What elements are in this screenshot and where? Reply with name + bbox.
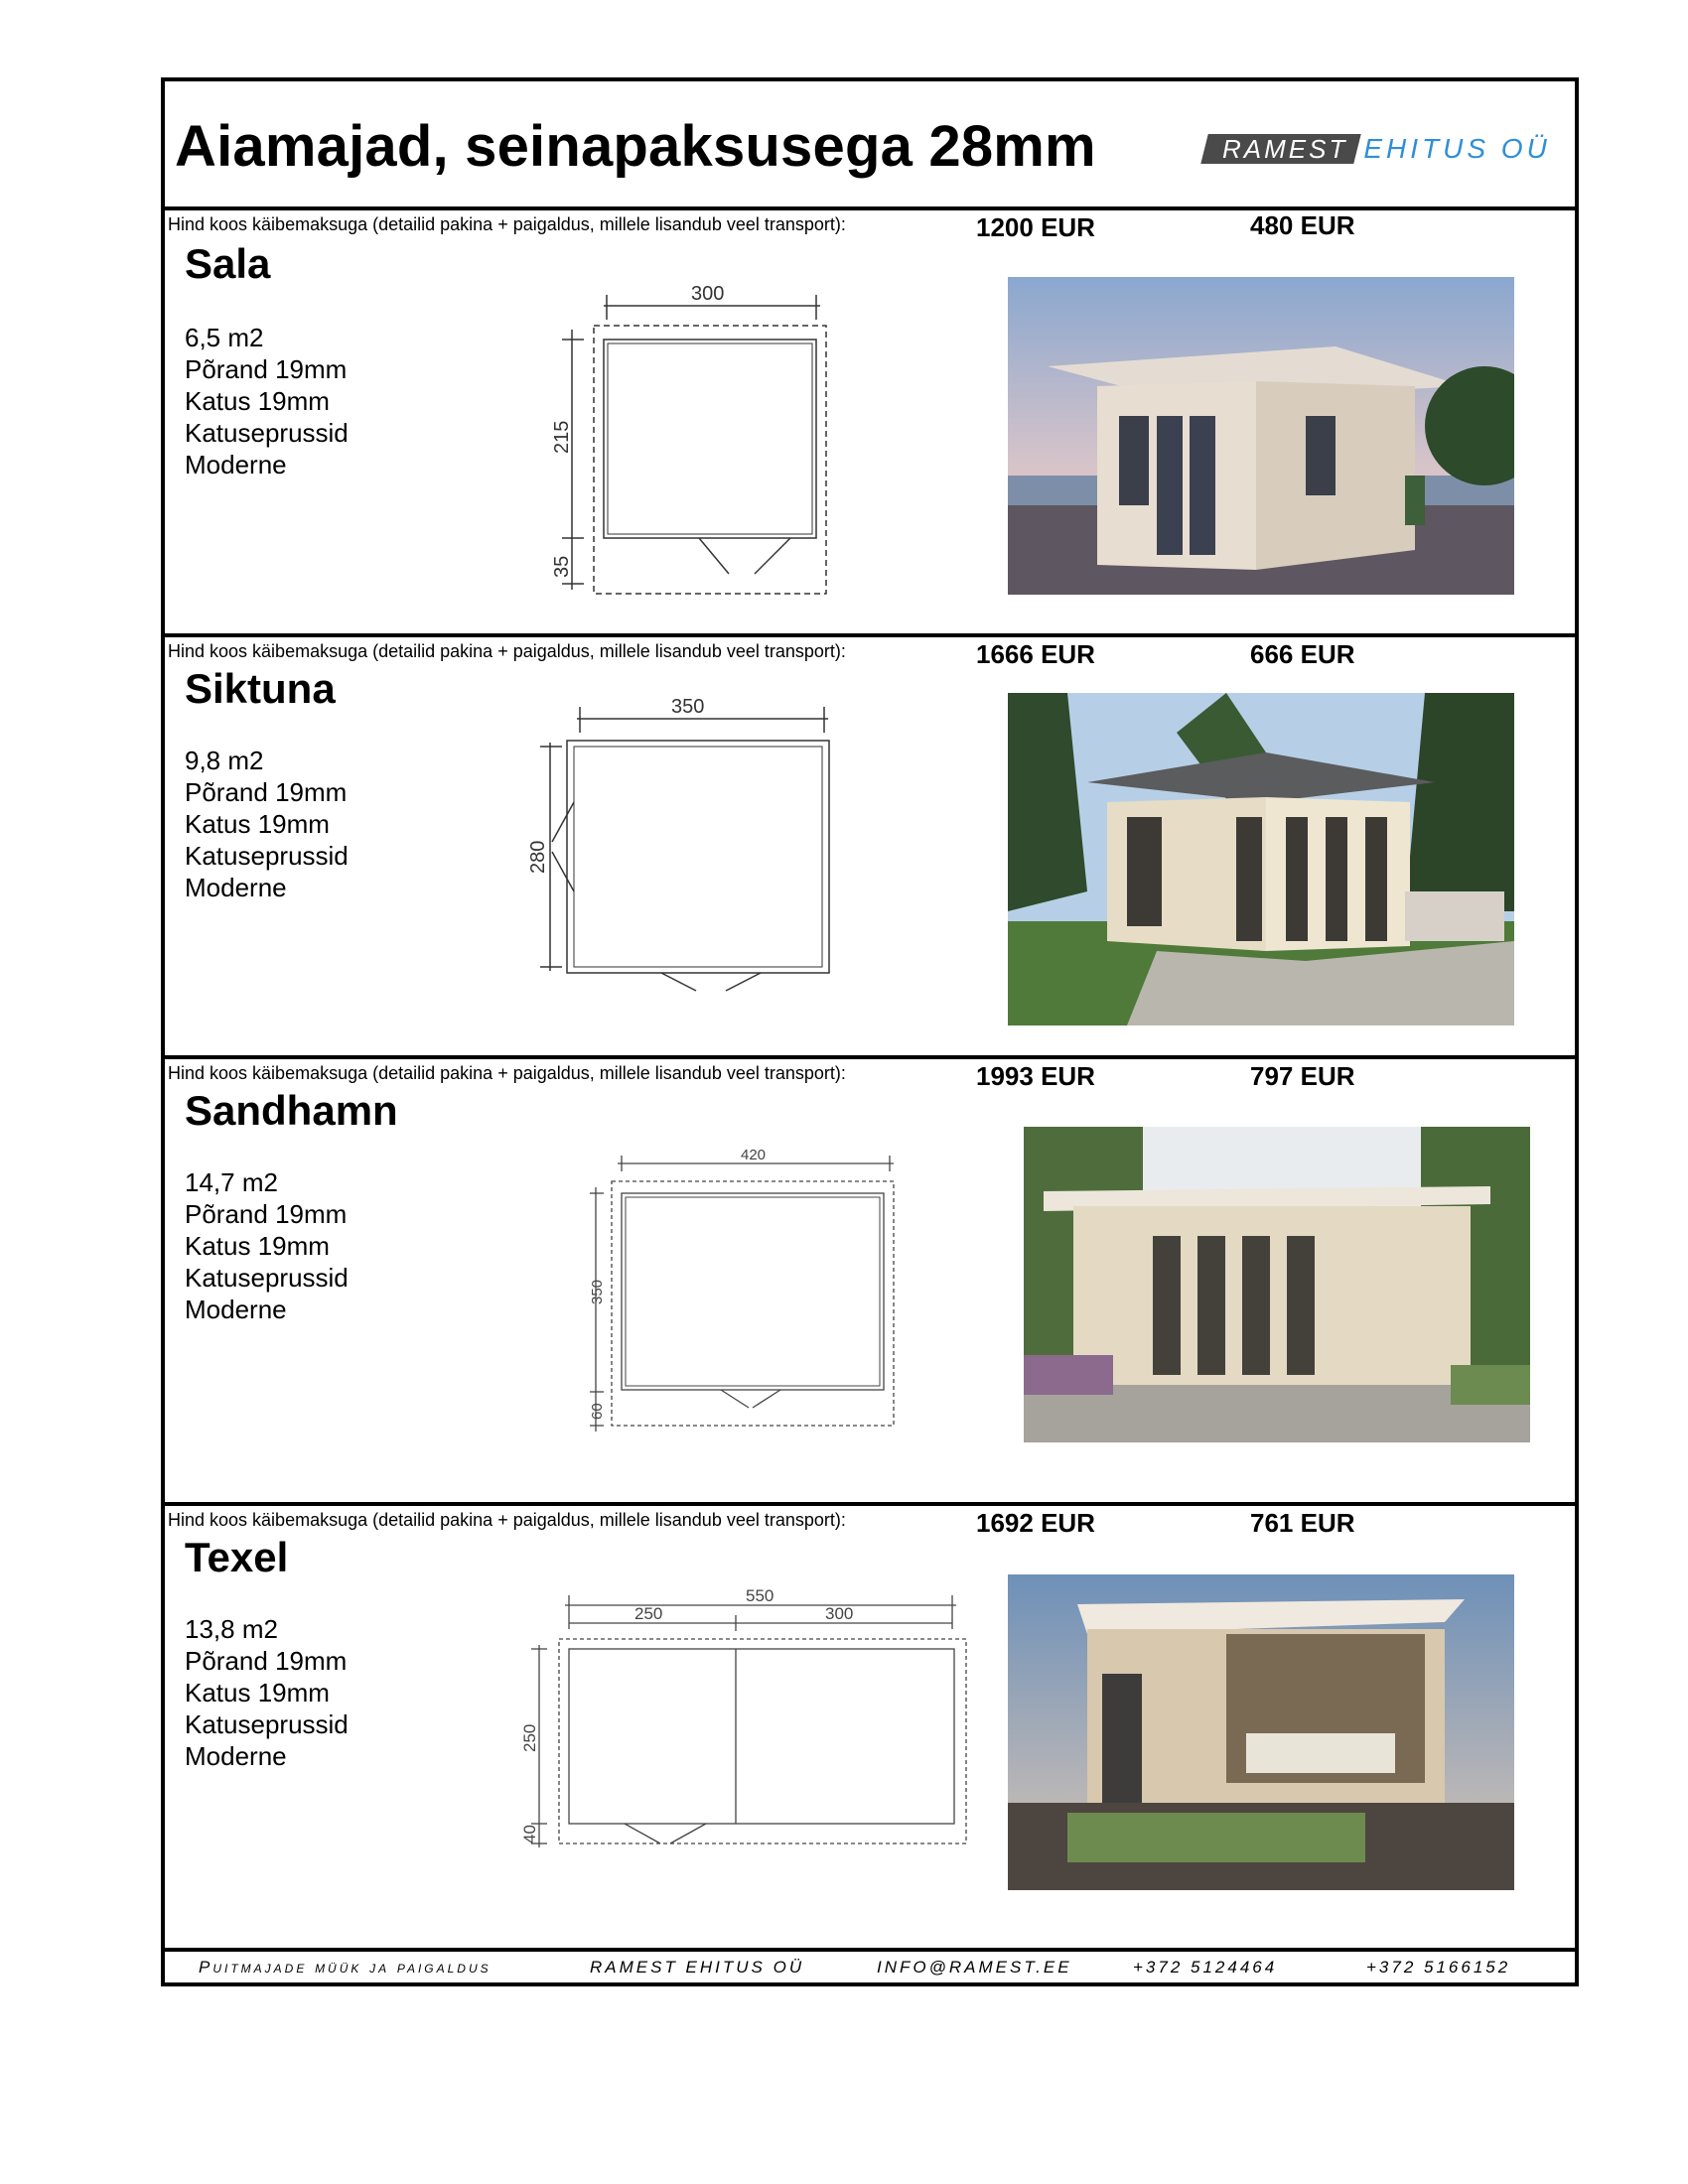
dim-depth: 250 <box>520 1723 539 1752</box>
dim-width: 420 <box>741 1147 767 1163</box>
spec-floor: Põrand 19mm <box>185 354 348 384</box>
product-name: Sala <box>185 240 271 287</box>
product-siktuna <box>165 637 1575 1059</box>
dim-depth: 350 <box>589 1279 606 1304</box>
spec-roof: Katus 19mm <box>185 386 330 416</box>
house-photo-siktuna <box>1008 693 1514 1025</box>
page-footer <box>165 1948 1575 1986</box>
logo-text-left: RAMEST <box>1222 134 1348 164</box>
dim-depth: 215 <box>551 420 573 454</box>
product-sala <box>165 210 1575 637</box>
product-sandhamn <box>165 1059 1575 1506</box>
spec-style: Moderne <box>185 873 287 902</box>
spec-roofing: Katuseprussid <box>185 841 349 871</box>
dim-extra: 60 <box>589 1403 606 1420</box>
price-install: 761 EUR <box>1250 1508 1355 1538</box>
footer-company: RAMEST EHITUS OÜ <box>590 1958 805 1977</box>
house-photo-sandhamn <box>1024 1127 1530 1442</box>
price-package: 1692 EUR <box>976 1508 1095 1538</box>
dim-width: 300 <box>691 283 725 305</box>
floor-plan-siktuna <box>512 693 870 1030</box>
product-name: Siktuna <box>185 665 336 712</box>
price-install: 480 EUR <box>1250 210 1355 240</box>
product-specs <box>185 1613 349 1772</box>
logo-text-right: EHITUS OÜ <box>1363 133 1551 164</box>
footer-phone-1[interactable]: +372 5124464 <box>1133 1958 1278 1977</box>
company-logo <box>1204 133 1551 165</box>
spec-style: Moderne <box>185 1295 287 1324</box>
price-package: 1666 EUR <box>976 639 1095 669</box>
dim-width: 550 <box>746 1586 774 1605</box>
spec-roofing: Katuseprussid <box>185 1709 349 1739</box>
dim-extra: 40 <box>520 1825 539 1843</box>
spec-area: 6,5 m2 <box>185 323 264 352</box>
dim-left: 250 <box>634 1604 663 1623</box>
footer-phone-2[interactable]: +372 5166152 <box>1366 1958 1511 1977</box>
dim-right: 300 <box>825 1604 854 1623</box>
spec-floor: Põrand 19mm <box>185 1646 348 1676</box>
spec-style: Moderne <box>185 450 287 479</box>
dim-extra: 35 <box>551 555 573 578</box>
price-label: Hind koos käibemaksuga (detailid pakina + paigaldus, millele lisandub veel transport): <box>168 641 846 661</box>
catalog-page <box>161 77 1579 1986</box>
spec-roof: Katus 19mm <box>185 1231 330 1261</box>
spec-floor: Põrand 19mm <box>185 777 348 807</box>
product-specs <box>185 322 349 480</box>
footer-email[interactable]: INFO@RAMEST.EE <box>877 1958 1072 1977</box>
floor-plan-sala <box>542 280 880 608</box>
price-install: 797 EUR <box>1250 1061 1355 1091</box>
product-texel <box>165 1506 1575 1948</box>
spec-roof: Katus 19mm <box>185 809 330 839</box>
spec-roof: Katus 19mm <box>185 1678 330 1707</box>
spec-floor: Põrand 19mm <box>185 1199 348 1229</box>
spec-area: 9,8 m2 <box>185 746 264 775</box>
spec-roofing: Katuseprussid <box>185 1263 349 1293</box>
price-label: Hind koos käibemaksuga (detailid pakina + paigaldus, millele lisandub veel transport): <box>168 214 846 234</box>
page-title: Aiamajad, seinapaksusega 28mm <box>175 114 1096 179</box>
spec-roofing: Katuseprussid <box>185 418 349 448</box>
product-name: Sandhamn <box>185 1087 398 1134</box>
page-header <box>165 81 1575 210</box>
price-package: 1993 EUR <box>976 1061 1095 1091</box>
spec-area: 14,7 m2 <box>185 1167 278 1197</box>
spec-style: Moderne <box>185 1741 287 1771</box>
dim-width: 350 <box>671 696 705 718</box>
price-package: 1200 EUR <box>976 212 1095 242</box>
floor-plan-texel <box>507 1583 984 1901</box>
dim-depth: 280 <box>527 840 549 874</box>
floor-plan-sandhamn <box>582 1144 900 1461</box>
product-name: Texel <box>185 1534 289 1580</box>
price-label: Hind koos käibemaksuga (detailid pakina + paigaldus, millele lisandub veel transport): <box>168 1063 846 1083</box>
house-photo-sala <box>1008 277 1514 595</box>
price-install: 666 EUR <box>1250 639 1355 669</box>
product-specs <box>185 1166 349 1325</box>
product-specs <box>185 745 349 903</box>
spec-area: 13,8 m2 <box>185 1614 278 1644</box>
price-label: Hind koos käibemaksuga (detailid pakina + paigaldus, millele lisandub veel transport): <box>168 1510 846 1530</box>
house-photo-texel <box>1008 1574 1514 1890</box>
footer-tagline: Puitmajade müük ja paigaldus <box>199 1958 492 1977</box>
